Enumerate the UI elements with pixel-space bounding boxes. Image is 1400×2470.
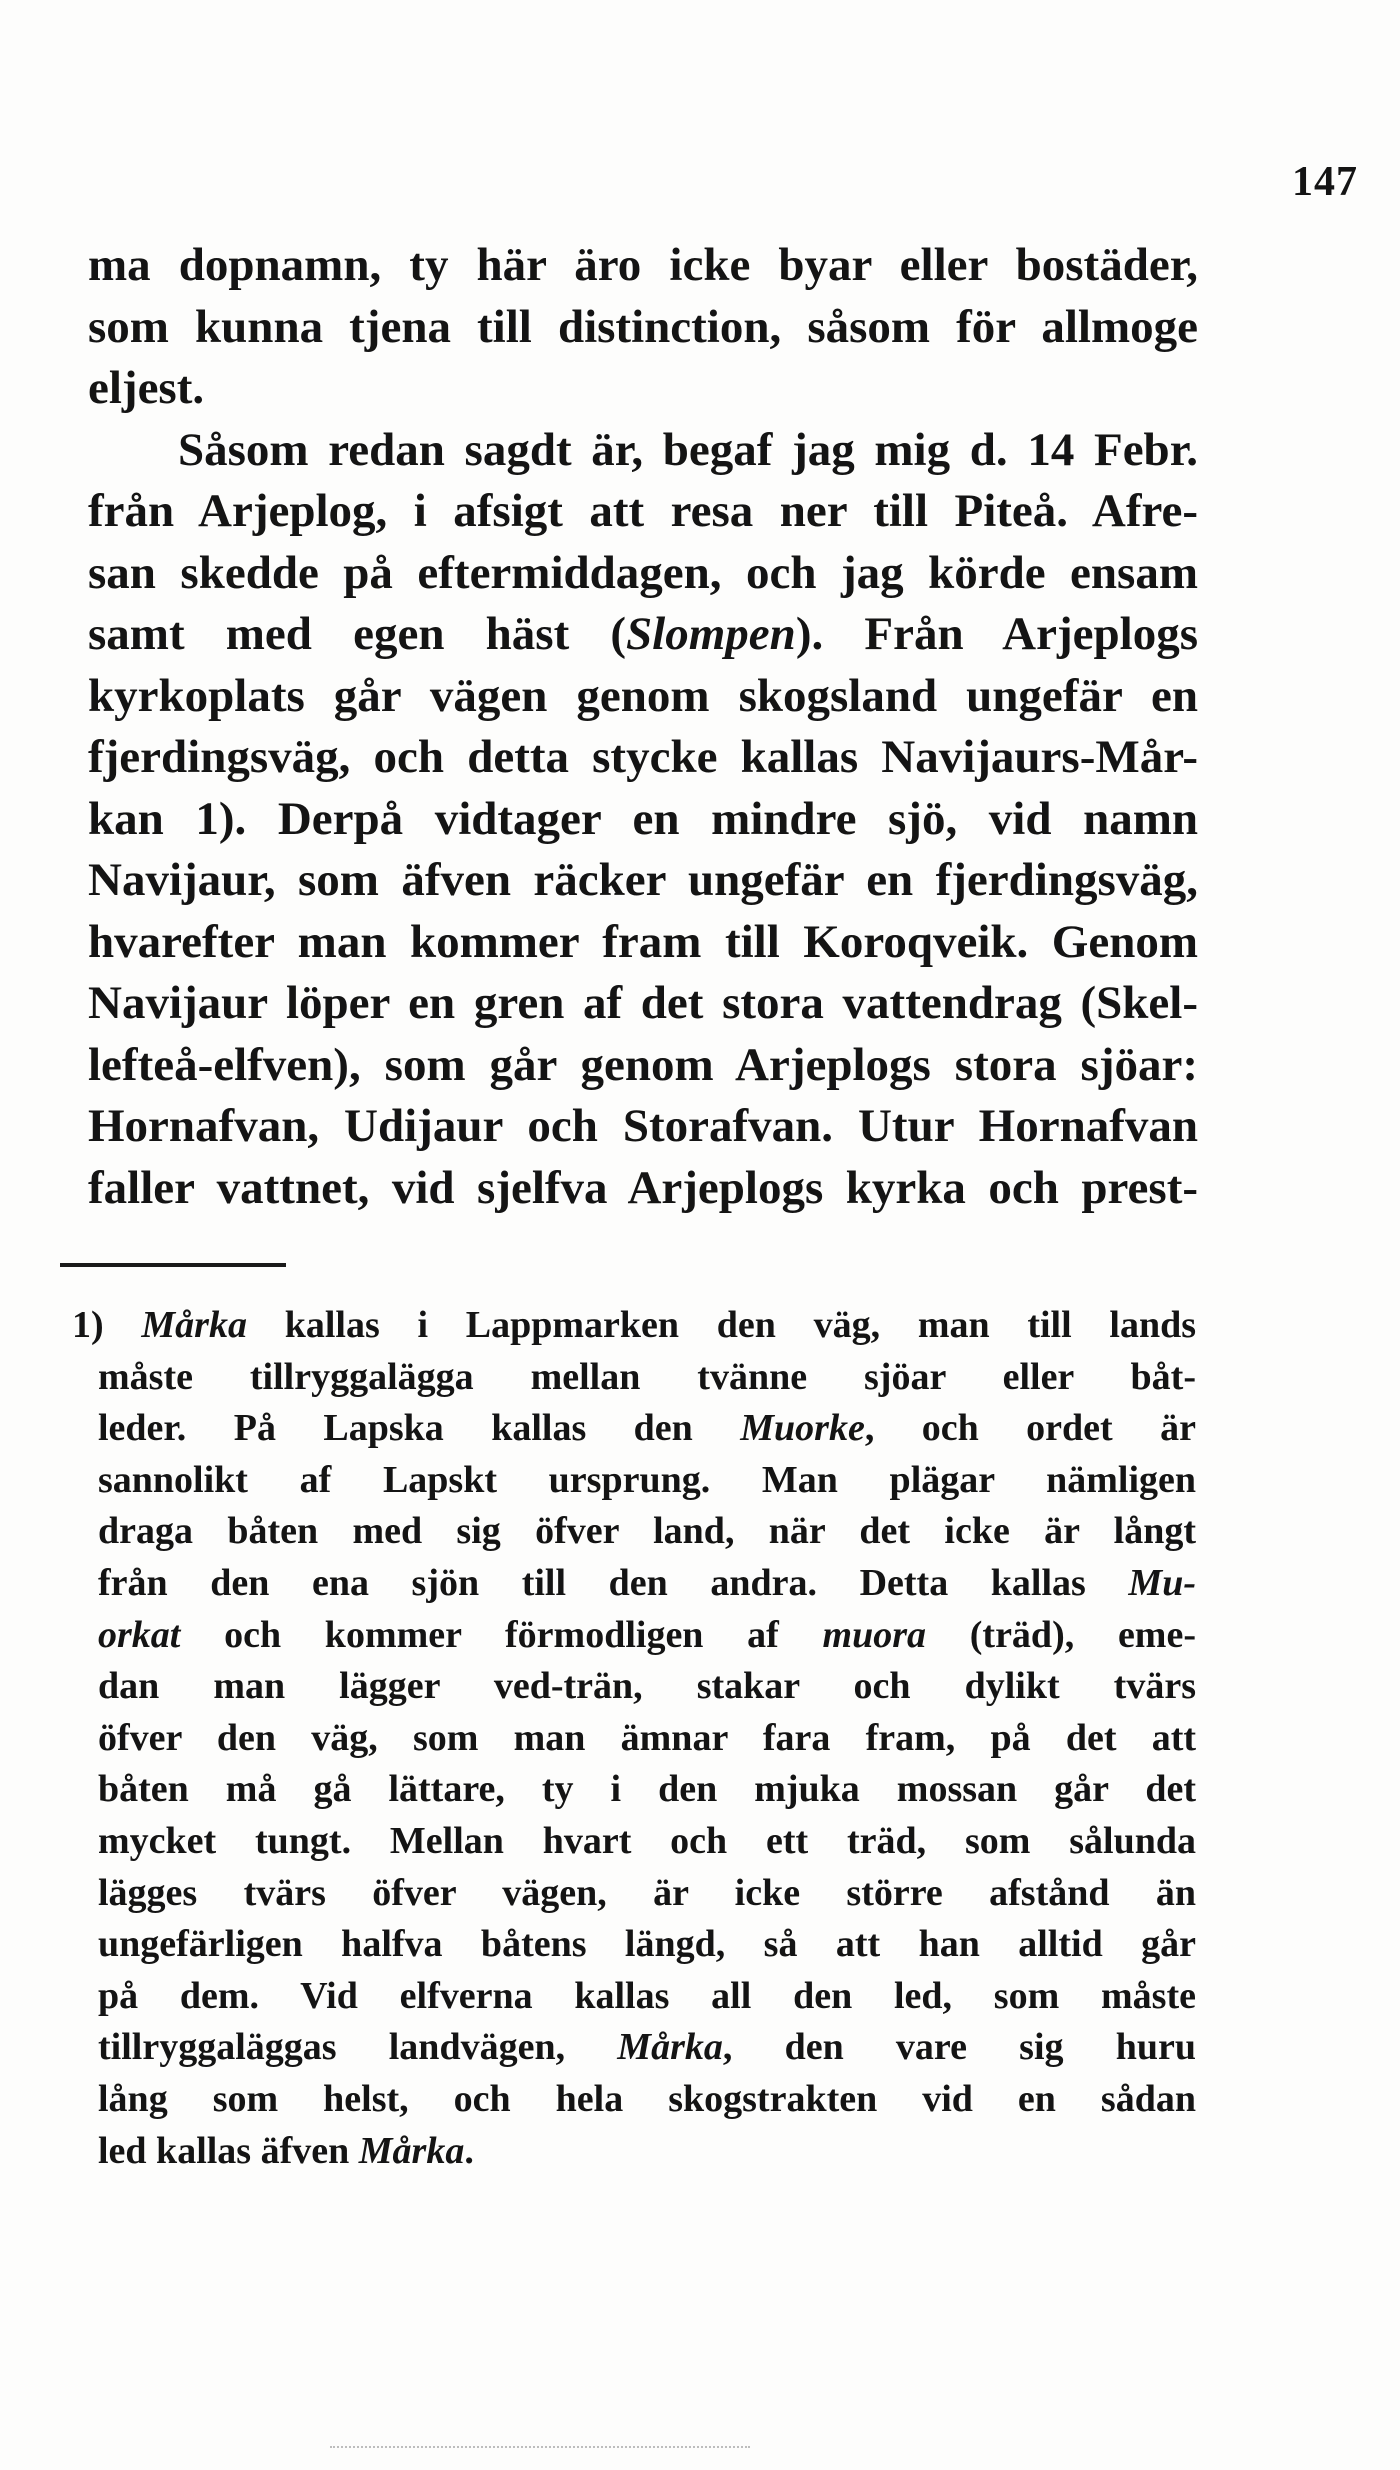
text-segment: och kommer förmodligen af xyxy=(180,1613,823,1656)
footnote-line xyxy=(98,1919,1196,1971)
text-line xyxy=(88,235,1198,297)
text-segment: leder. På Lapska kallas den xyxy=(98,1407,741,1450)
footnote-marker: 1) xyxy=(72,1304,142,1346)
footnote-line xyxy=(98,2022,1196,2074)
footnote xyxy=(72,1300,1196,2177)
footnote-line xyxy=(98,1352,1196,1404)
text-segment: led kallas äfven xyxy=(98,2129,359,2172)
text-segment: . xyxy=(464,2129,474,2172)
text-segment: , den vare sig huru xyxy=(722,2026,1196,2069)
text-line xyxy=(88,912,1198,974)
print-smudge xyxy=(330,2446,750,2450)
text-segment: lefteå-elfven), som går genom Arjeplogs stora sjöar: xyxy=(88,1038,1198,1091)
footnote-line xyxy=(98,1455,1196,1507)
text-segment: san skedde på eftermiddagen, och jag körde ensam xyxy=(88,546,1198,599)
text-segment: ungefärligen halfva båtens längd, så att han alltid går xyxy=(98,1923,1196,1966)
text-line xyxy=(88,1035,1198,1097)
page-number: 147 xyxy=(1292,159,1358,205)
footnote-line xyxy=(72,1300,1196,1352)
footnote-line xyxy=(98,2074,1196,2126)
main-text xyxy=(88,235,1198,1219)
footnote-line xyxy=(98,1610,1196,1662)
text-line xyxy=(88,727,1198,789)
text-segment: kyrkoplats går vägen genom skogsland ungefär en xyxy=(88,669,1198,722)
footnote-line xyxy=(98,1764,1196,1816)
footnote-line xyxy=(98,1558,1196,1610)
text-segment: hvarefter man kommer fram till Koroqveik. Genom xyxy=(88,915,1198,968)
italic-term: Muorke xyxy=(740,1407,865,1450)
text-segment: draga båten med sig öfver land, när det icke är långt xyxy=(98,1510,1196,1553)
text-line xyxy=(88,973,1198,1035)
text-segment: dan man lägger ved-trän, stakar och dylikt tvärs xyxy=(98,1665,1196,1708)
text-segment: Såsom redan sagdt är, begaf jag mig d. 14 Febr. xyxy=(178,423,1198,476)
italic-term: muora xyxy=(822,1613,927,1656)
footnote-line xyxy=(98,1661,1196,1713)
text-segment: som kunna tjena till distinction, såsom för allmoge xyxy=(88,300,1198,353)
footnote-line xyxy=(98,1971,1196,2023)
italic-term: orkat xyxy=(98,1613,181,1656)
italic-term: Mårka xyxy=(358,2129,465,2172)
text-line xyxy=(88,850,1198,912)
text-segment: Navijaur, som äfven räcker ungefär en fjerdingsväg, xyxy=(88,854,1198,906)
text-segment: tillryggaläggas landvägen, xyxy=(98,2026,618,2069)
text-segment: (träd), eme- xyxy=(926,1613,1196,1656)
text-segment: öfver den väg, som man ämnar fara fram, på det att xyxy=(98,1716,1196,1759)
text-line xyxy=(88,1096,1198,1158)
text-segment: måste tillryggalägga mellan tvänne sjöar eller båt- xyxy=(98,1355,1196,1398)
text-line xyxy=(88,481,1198,543)
text-segment: på dem. Vid elfverna kallas all den led, som måste xyxy=(98,1974,1196,2017)
text-segment: lång som helst, och hela skogstrakten vid en sådan xyxy=(98,2077,1196,2120)
footnote-line xyxy=(98,1506,1196,1558)
text-segment: Hornafvan, Udijaur och Storafvan. Utur Hornafvan xyxy=(88,1100,1198,1152)
text-segment: faller vattnet, vid sjelfva Arjeplogs kyrka och prest- xyxy=(88,1161,1198,1214)
footnote-line xyxy=(98,1816,1196,1868)
text-segment: eljest. xyxy=(88,362,205,414)
text-segment: båten må gå lättare, ty i den mjuka mossan går det xyxy=(98,1768,1196,1811)
italic-term: Mu- xyxy=(1128,1561,1196,1604)
text-segment: sannolikt af Lapskt ursprung. Man plägar nämligen xyxy=(98,1458,1196,1501)
italic-term: Mårka xyxy=(141,1304,247,1346)
text-segment: ma dopnamn, ty här äro icke byar eller bostäder, xyxy=(88,239,1198,291)
text-line xyxy=(88,789,1198,851)
text-line xyxy=(88,358,1198,420)
text-line xyxy=(88,297,1198,359)
text-segment: kallas i Lappmarken den väg, man till lands xyxy=(246,1304,1196,1346)
text-line xyxy=(88,543,1198,605)
text-segment: , och ordet är xyxy=(864,1407,1196,1450)
text-segment: samt med egen häst ( xyxy=(88,608,627,660)
footnote-separator-rule xyxy=(60,1263,286,1267)
italic-term: Mårka xyxy=(617,2026,723,2069)
footnote-line xyxy=(98,1868,1196,1920)
text-segment: ). Från Arjeplogs xyxy=(795,608,1198,660)
footnote-line xyxy=(98,1403,1196,1455)
text-segment: från den ena sjön till den andra. Detta kallas xyxy=(98,1561,1129,1604)
text-line xyxy=(88,1158,1198,1220)
footnote-line xyxy=(98,2126,1196,2178)
text-segment: Navijaur löper en gren af det stora vattendrag (Skel- xyxy=(88,977,1198,1029)
italic-name: Slompen xyxy=(626,608,796,660)
text-segment: kan 1). Derpå vidtager en mindre sjö, vid namn xyxy=(88,792,1198,845)
text-line xyxy=(88,420,1198,482)
text-segment: från Arjeplog, i afsigt att resa ner till Piteå. Afre- xyxy=(88,485,1198,537)
text-line xyxy=(88,666,1198,728)
text-line xyxy=(88,604,1198,666)
text-segment: fjerdingsväg, och detta stycke kallas Navijaurs-Mår- xyxy=(88,731,1198,783)
text-segment: mycket tungt. Mellan hvart och ett träd, som sålunda xyxy=(98,1819,1196,1862)
text-segment: lägges tvärs öfver vägen, är icke större afstånd än xyxy=(98,1871,1196,1914)
footnote-line xyxy=(98,1713,1196,1765)
